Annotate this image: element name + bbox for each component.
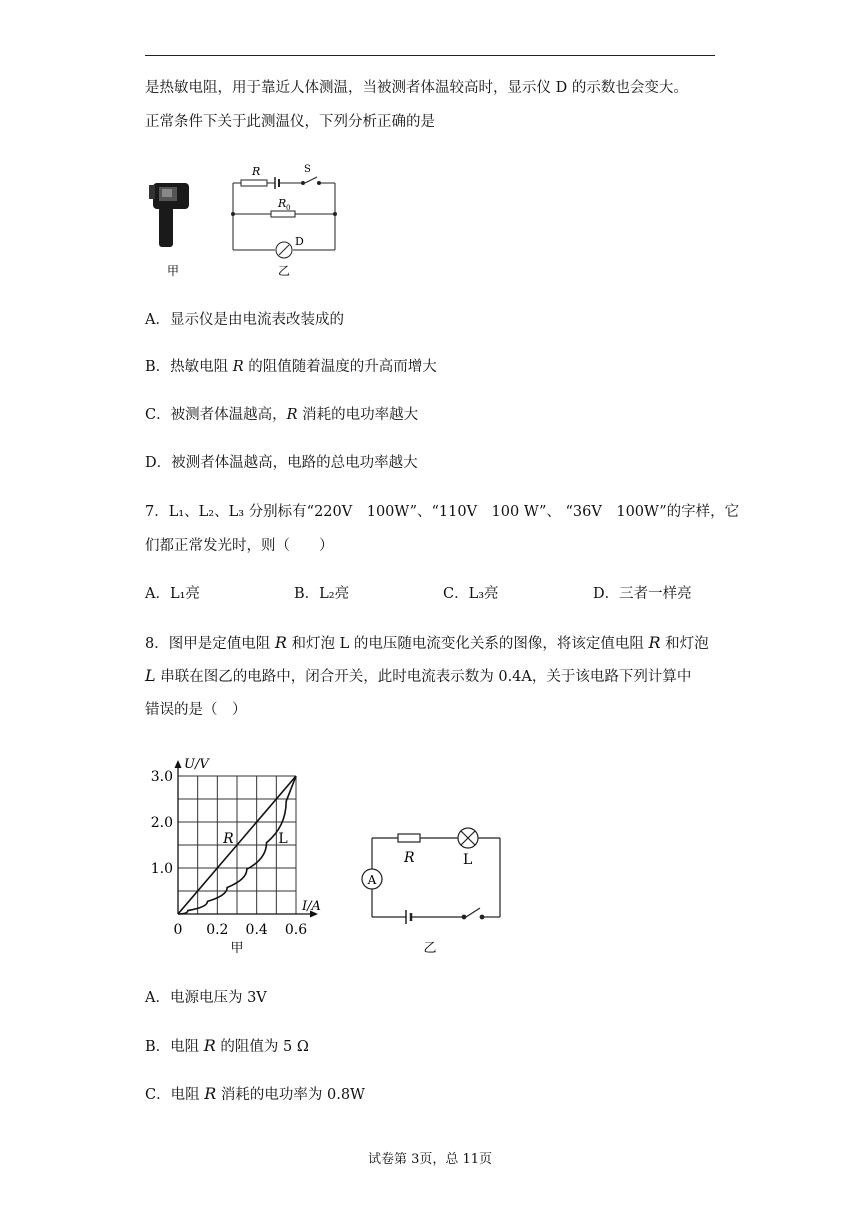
q7-option-d: D．三者一样亮: [593, 586, 692, 602]
q8-option-a: A．电源电压为 3V: [145, 990, 267, 1006]
q6-option-c: C．被测者体温越高，R 消耗的电功率越大: [145, 407, 419, 423]
q6-circuit-R0-subscript: 0: [286, 204, 291, 212]
graph-y-tick-label: 2.0: [150, 815, 173, 831]
graph-caption-jia: 甲: [230, 941, 244, 956]
q6-option-a: A．显示仪是由电流表改装成的: [145, 312, 344, 328]
graph-x-tick-label: 0: [173, 922, 183, 938]
page-footer: 试卷第 3页，总 11页: [367, 1152, 493, 1167]
graph-y-tick-label: 1.0: [150, 861, 173, 877]
q6-circuit-R-label: R: [252, 165, 261, 178]
graph-x-axis-label: I/A: [302, 899, 321, 914]
graph-x-tick-label: 0.4: [245, 922, 268, 938]
q8-stem-line1: 8．图甲是定值电阻 R 和灯泡 L 的电压随电流变化关系的图像，将该定值电阻 R 和灯泡: [145, 633, 709, 652]
q7-option-a: A．L₁亮: [145, 586, 200, 602]
q6-figure: [145, 155, 365, 285]
thermometer-gun-image: [149, 183, 189, 247]
ammeter-symbol: A: [367, 873, 377, 887]
q8-option-c: C．电阻 R 消耗的电功率为 0.8W: [145, 1084, 365, 1103]
q6-label-jia: 甲: [166, 264, 180, 278]
graph-series-label-l: L: [278, 831, 288, 847]
q8-stem-line3: 错误的是（ ）: [145, 702, 247, 718]
graph-x-tick-label: 0.2: [206, 922, 229, 938]
graph-y-tick-label: 3.0: [150, 769, 173, 785]
q8-circuit-R-label: R: [404, 850, 415, 866]
header-rule: [145, 55, 715, 56]
q8-circuit-caption-yi: 乙: [423, 941, 437, 956]
q8-option-b: B．电阻 R 的阻值为 5 Ω: [145, 1036, 309, 1055]
graph-x-tick-label: 0.6: [284, 922, 308, 938]
q6-circuit: [232, 177, 337, 258]
q6-text-line1: 是热敏电阻，用于靠近人体测温，当被测者体温较高时，显示仪 D 的示数也会变大。: [145, 80, 688, 96]
q6-circuit-R0-label: R: [278, 197, 287, 210]
q7-stem-line1: 7．L₁、L₂、L₃ 分别标有“220V 100W”、“110V 100 W”、 “36V 100W”的字样，它: [145, 504, 740, 520]
q6-option-d: D．被测者体温越高，电路的总电功率越大: [145, 455, 418, 471]
q8-circuit-L-label: L: [463, 852, 473, 868]
y-axis-arrow: [175, 760, 182, 768]
q6-option-b: B．热敏电阻 R 的阻值随着温度的升高而增大: [145, 359, 437, 375]
q6-label-yi: 乙: [277, 264, 291, 278]
q8-ui-graph: [140, 752, 340, 962]
q8-stem-line2: L 串联在图乙的电路中，闭合开关，此时电流表示数为 0.4A，关于该电路下列计算中: [145, 666, 692, 685]
q6-circuit-D-label: D: [295, 235, 304, 248]
q6-text-line2: 正常条件下关于此测温仪，下列分析正确的是: [145, 114, 435, 130]
q7-option-c: C．L₃亮: [443, 586, 499, 602]
q7-option-b: B．L₂亮: [294, 586, 350, 602]
q7-stem-line2: 们都正常发光时，则（ ）: [145, 538, 334, 554]
q6-circuit-S-label: S: [304, 164, 311, 175]
graph-y-axis-label: U/V: [184, 757, 209, 772]
q8-circuit: [350, 820, 510, 960]
graph-series-label-r: R: [223, 831, 234, 847]
